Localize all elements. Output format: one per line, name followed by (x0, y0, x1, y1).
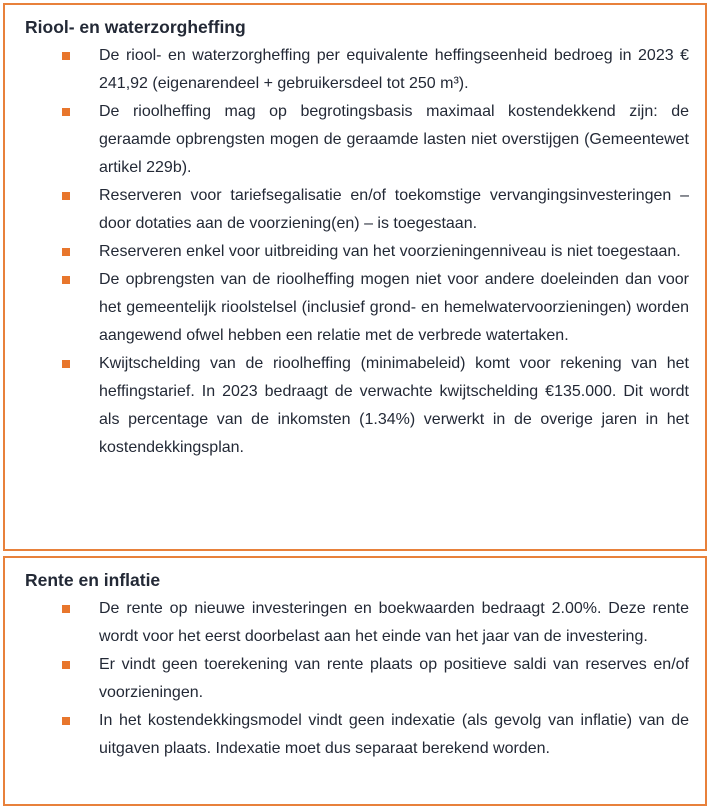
bullet-list (25, 42, 689, 462)
square-bullet-icon (62, 717, 70, 725)
square-bullet-icon (62, 661, 70, 669)
bullet-text: Reserveren voor tariefsegalisatie en/of toekomstige vervangingsinvesteringen – door dotaties aan de voorziening(en) – is toegestaan. (99, 187, 689, 232)
square-bullet-icon (62, 192, 70, 200)
section-riool-en-waterzorgheffing (3, 3, 707, 551)
list-item (25, 42, 689, 98)
list-item (25, 707, 689, 763)
list-item (25, 182, 689, 238)
bullet-text: Er vindt geen toerekening van rente plaats op positieve saldi van reserves en/of voorzieningen. (99, 656, 689, 701)
section-title: Rente en inflatie (25, 570, 161, 590)
square-bullet-icon (62, 360, 70, 368)
list-item (25, 98, 689, 182)
square-bullet-icon (62, 248, 70, 256)
list-item (25, 595, 689, 651)
section-title: Riool- en waterzorgheffing (25, 17, 246, 37)
bullet-text: De opbrengsten van de rioolheffing mogen niet voor andere doeleinden dan voor het gemeentelijk rioolstelsel (inclusief grond- en hemelwatervoorzieningen) worden aangewend ofwel hebben een relatie met de verbrede watertaken. (99, 271, 689, 344)
square-bullet-icon (62, 605, 70, 613)
list-item (25, 238, 689, 266)
bullet-text: Reserveren enkel voor uitbreiding van het voorzieningenniveau is niet toegestaan. (99, 243, 681, 260)
square-bullet-icon (62, 52, 70, 60)
bullet-list (25, 595, 689, 763)
square-bullet-icon (62, 276, 70, 284)
bullet-text: In het kostendekkingsmodel vindt geen indexatie (als gevolg van inflatie) van de uitgaven plaats. Indexatie moet dus separaat berekend worden. (99, 712, 689, 757)
square-bullet-icon (62, 108, 70, 116)
list-item (25, 651, 689, 707)
list-item (25, 350, 689, 462)
list-item (25, 266, 689, 350)
bullet-text: Kwijtschelding van de rioolheffing (minimabeleid) komt voor rekening van het heffingstarief. In 2023 bedraagt de verwachte kwijtschelding €135.000. Dit wordt als percentage van de inkomsten (1.34%) verwerkt in de overige jaren in het kostendekkingsplan. (99, 355, 689, 456)
section-rente-en-inflatie (3, 556, 707, 806)
bullet-text: De rioolheffing mag op begrotingsbasis maximaal kostendekkend zijn: de geraamde opbrengsten mogen de geraamde lasten niet overstijgen (Gemeentewet artikel 229b). (99, 103, 689, 176)
bullet-text: De rente op nieuwe investeringen en boekwaarden bedraagt 2.00%. Deze rente wordt voor het eerst doorbelast aan het einde van het jaar van de investering. (99, 600, 689, 645)
bullet-text: De riool- en waterzorgheffing per equivalente heffingseenheid bedroeg in 2023 € 241,92 (eigenarendeel + gebruikersdeel tot 250 m³). (99, 47, 689, 92)
